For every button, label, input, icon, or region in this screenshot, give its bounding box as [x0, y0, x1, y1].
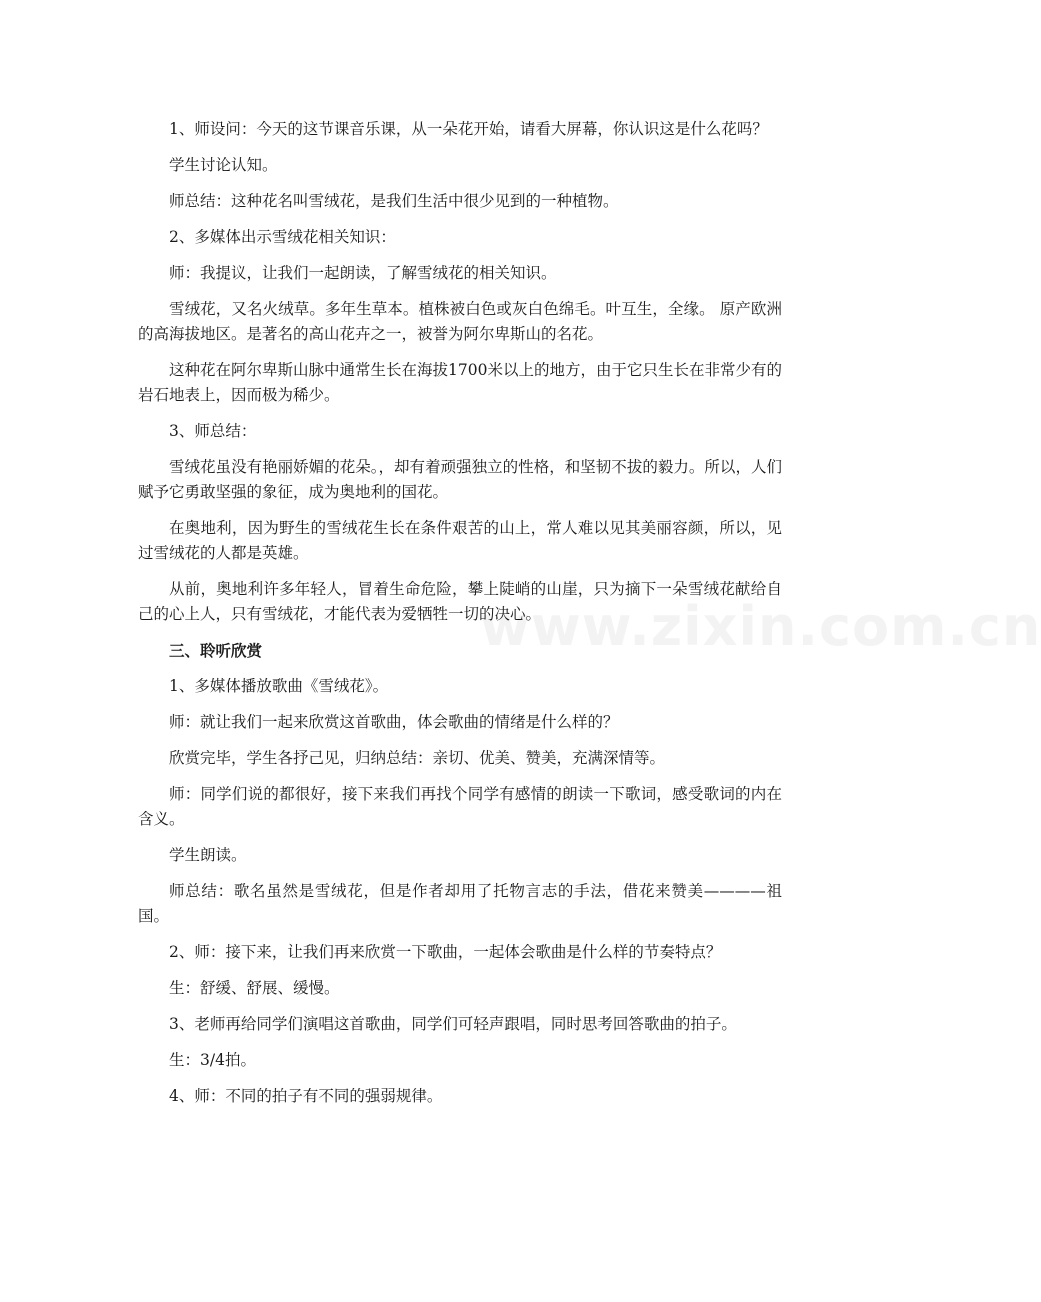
- paragraph-21: 3、老师再给同学们演唱这首歌曲，同学们可轻声跟唱，同时思考回答歌曲的拍子。: [169, 1015, 737, 1033]
- paragraph-14: 师：就让我们一起来欣赏这首歌曲，体会歌曲的情绪是什么样的？: [169, 713, 619, 731]
- paragraph-13: 1、多媒体播放歌曲《雪绒花》。: [169, 677, 389, 695]
- paragraph-19: 2、师：接下来，让我们再来欣赏一下歌曲，一起体会歌曲是什么样的节奏特点？: [169, 943, 722, 961]
- paragraph-2: 学生讨论认知。: [169, 156, 278, 174]
- paragraph-9: 雪绒花虽没有艳丽娇媚的花朵。，却有着顽强独立的性格，和坚韧不拔的毅力。所以，人们赋予它勇敢坚强的象征，成为奥地利的国花。: [138, 458, 782, 501]
- paragraph-3: 师总结：这种花名叫雪绒花，是我们生活中很少见到的一种植物。: [169, 192, 619, 210]
- paragraph-6: 雪绒花，又名火绒草。多年生草本。植株被白色或灰白色绵毛。叶互生，全缘。 原产欧洲的高海拔地区。是著名的高山花卉之一，被誉为阿尔卑斯山的名花。: [138, 300, 782, 343]
- paragraph-11: 从前，奥地利许多年轻人，冒着生命危险，攀上陡峭的山崖，只为摘下一朵雪绒花献给自己的心上人，只有雪绒花，才能代表为爱牺牲一切的决心。: [138, 580, 782, 623]
- watermark-text: www.zixin.com.cn: [480, 595, 1041, 658]
- paragraph-15: 欣赏完毕，学生各抒己见，归纳总结：亲切、优美、赞美，充满深情等。: [169, 749, 666, 767]
- paragraph-4: 2、多媒体出示雪绒花相关知识：: [169, 228, 396, 246]
- document-body: [138, 117, 782, 1120]
- paragraph-16: 师：同学们说的都很好，接下来我们再找个同学有感情的朗读一下歌词，感受歌词的内在含义。: [138, 785, 782, 828]
- paragraph-8: 3、师总结：: [169, 422, 257, 440]
- paragraph-10: 在奥地利，因为野生的雪绒花生长在条件艰苦的山上，常人难以见其美丽容颜，所以，见过雪绒花的人都是英雄。: [138, 519, 782, 562]
- paragraph-17: 学生朗读。: [169, 846, 247, 864]
- paragraph-7: 这种花在阿尔卑斯山脉中通常生长在海拔1700米以上的地方，由于它只生长在非常少有的岩石地表上，因而极为稀少。: [138, 361, 782, 404]
- paragraph-18: 师总结：歌名虽然是雪绒花，但是作者却用了托物言志的手法，借花来赞美————祖国。: [138, 882, 782, 925]
- paragraph-22: 生：3/4拍。: [169, 1051, 256, 1069]
- paragraph-1: 1、师设问：今天的这节课音乐课，从一朵花开始，请看大屏幕，你认识这是什么花吗？: [169, 120, 768, 138]
- paragraph-5: 师：我提议，让我们一起朗读，了解雪绒花的相关知识。: [169, 264, 557, 282]
- paragraph-23: 4、师：不同的拍子有不同的强弱规律。: [169, 1087, 443, 1105]
- paragraph-20: 生：舒缓、舒展、缓慢。: [169, 979, 340, 997]
- section-heading: 三、聆听欣赏: [169, 641, 263, 660]
